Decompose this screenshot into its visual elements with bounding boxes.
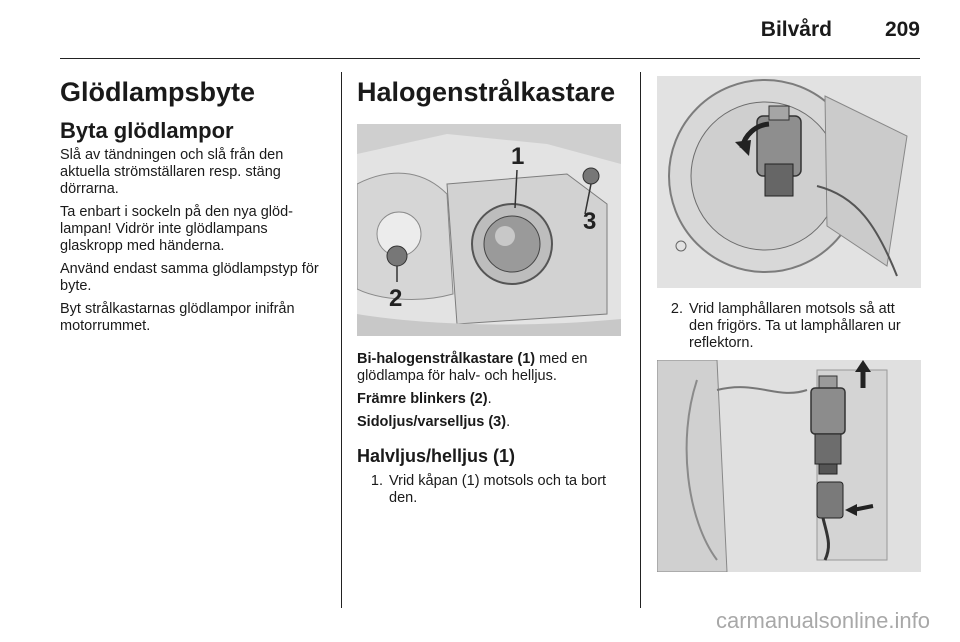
- column-intro: [60, 76, 328, 335]
- legend-term: Sidoljus/varselljus (3): [357, 414, 507, 430]
- step-number: 2.: [670, 301, 683, 317]
- halogen-title: Halogenstrålkastare: [357, 77, 616, 107]
- legend-item: [357, 391, 627, 408]
- step-number: 1.: [370, 473, 383, 489]
- list-item: [357, 473, 627, 507]
- column-divider-right: [640, 72, 641, 608]
- bulb-removal-figure: [657, 360, 921, 572]
- legend-item: [357, 351, 627, 385]
- paragraph: Ta enbart i sockeln på den nya glöd-lampan! Vidrör inte glödlampans glaskropp med händerna.: [60, 204, 293, 254]
- legend-text: .: [506, 414, 511, 430]
- watermark: carmanualsonline.info: [715, 608, 930, 633]
- subheading: Halvljus/helljus (1): [357, 446, 516, 466]
- page-number: 209: [884, 18, 920, 41]
- headlamp-figure: [357, 124, 621, 336]
- legend-term: Bi-halogenstrålkastare (1): [357, 351, 536, 367]
- header-rule: [60, 58, 920, 59]
- step-text: Vrid lamphållaren motsols så att den frigörs. Ta ut lamphållaren ur reflektorn.: [689, 301, 901, 351]
- paragraph: Slå av tändningen och slå från den aktuella strömställaren resp. stäng dörrarna.: [60, 147, 284, 197]
- bulb-holder-figure: [657, 76, 921, 288]
- step-list: [657, 301, 921, 352]
- list-item: [657, 301, 921, 352]
- page-header-section: Bilvård: [760, 18, 832, 41]
- bulb-holder-illustration: [657, 76, 921, 288]
- column-divider-left: [341, 72, 342, 608]
- bulb-removal-illustration: [657, 360, 921, 572]
- paragraph: Använd endast samma glödlampstyp för byte.: [60, 261, 319, 294]
- headlamp-illustration: [357, 124, 621, 336]
- callout-2: 2: [389, 285, 403, 312]
- legend-item: [357, 414, 627, 431]
- section-heading: Byta glödlampor: [60, 118, 234, 143]
- callout-1: 1: [511, 143, 525, 170]
- step-list: [357, 473, 627, 507]
- column-halogen: [357, 76, 627, 507]
- step-text: Vrid kåpan (1) motsols och ta bort den.: [389, 473, 607, 506]
- column-steps: [657, 76, 921, 572]
- paragraph: Byt strålkastarnas glödlampor inifrån motorrummet.: [60, 301, 295, 334]
- legend-text: .: [487, 391, 492, 407]
- page-title: Glödlampsbyte: [60, 77, 256, 107]
- legend-term: Främre blinkers (2): [357, 391, 488, 407]
- callout-3: 3: [583, 208, 597, 235]
- legend-text: med en glödlampa för halv- och helljus.: [357, 351, 588, 384]
